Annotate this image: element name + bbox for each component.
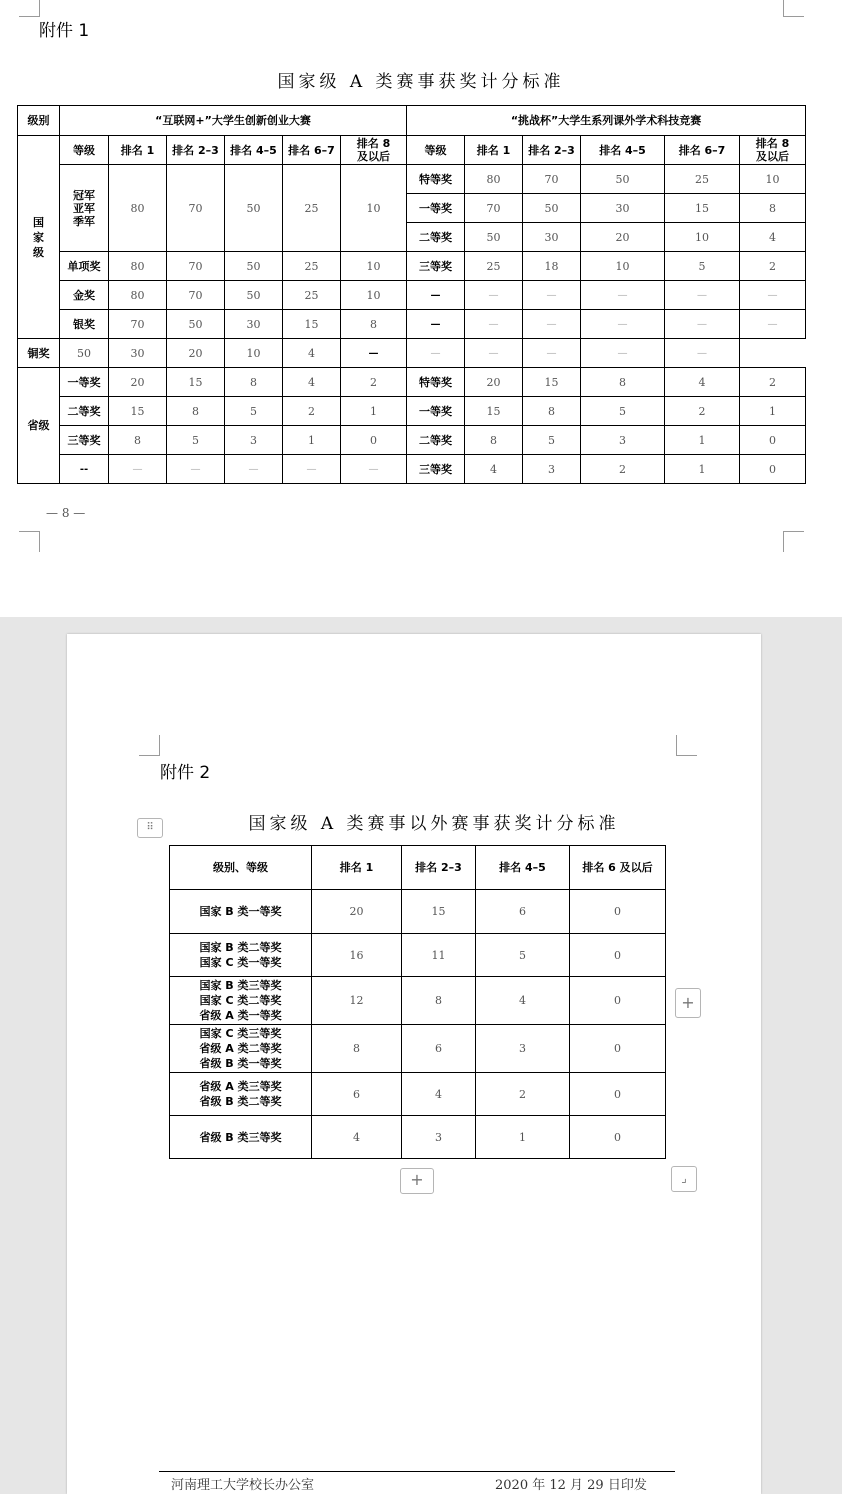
col-header-right-1: 排名 1 [465,136,523,165]
table2-value-2-0: 12 [312,977,402,1025]
left-value-7-3: 1 [283,426,341,455]
table2-value-0-2: 6 [476,890,570,934]
right-value-1-3: 15 [665,194,740,223]
left-value-4-3: 10 [225,339,283,368]
table2-header-1: 排名 1 [312,846,402,890]
table2-row-label-1: 国家 B 类二等奖 国家 C 类一等奖 [170,934,312,977]
right-value-6-2: — [523,339,581,368]
document-page-1 [0,0,842,617]
table2-value-3-0: 8 [312,1025,402,1073]
table2-value-5-1: 3 [402,1116,476,1159]
header-level: 级别 [18,106,60,136]
right-tier-2: 二等奖 [407,223,465,252]
table2-value-3-3: 0 [570,1025,666,1073]
right-tier-7: 特等奖 [407,368,465,397]
left-value-4-0: 50 [60,339,109,368]
left-value-4-4: 4 [283,339,341,368]
right-value-4-4: — [740,281,806,310]
document-page-2 [67,634,761,1494]
left-value-1-3: 25 [283,252,341,281]
col-header-left-1: 排名 1 [109,136,167,165]
header-challenge-cup: “挑战杯”大学生系列课外学术科技竞赛 [407,106,806,136]
left-value-6-3: 2 [283,397,341,426]
table2-header-0: 级别、等级 [170,846,312,890]
right-value-6-3: — [581,339,665,368]
header-internet-plus: “互联网+”大学生创新创业大赛 [60,106,407,136]
left-value-6-4: 1 [341,397,407,426]
right-tier-5: — [407,310,465,339]
right-value-8-3: 2 [665,397,740,426]
right-value-5-0: — [465,310,523,339]
left-value-2-3: 25 [283,281,341,310]
footer-date: 2020 年 12 月 29 日印发 [495,1478,647,1493]
table2-value-2-3: 0 [570,977,666,1025]
left-value-6-1: 8 [167,397,225,426]
left-value-1-0: 80 [109,252,167,281]
right-tier-10: 三等奖 [407,455,465,484]
right-value-3-0: 25 [465,252,523,281]
right-value-9-1: 5 [523,426,581,455]
table2-value-4-3: 0 [570,1073,666,1116]
right-value-6-0: — [407,339,465,368]
right-value-8-2: 5 [581,397,665,426]
crop-mark-top-right-2 [676,735,697,756]
left-tier-1: 单项奖 [60,252,109,281]
left-value-5-4: 2 [341,368,407,397]
left-tier-3: 银奖 [60,310,109,339]
left-value-1-4: 10 [341,252,407,281]
provincial-level-label: 省级 [18,368,60,484]
table2-value-2-1: 8 [402,977,476,1025]
crop-mark-top-left-2 [139,735,160,756]
left-value-0-4: 10 [341,165,407,252]
right-value-9-3: 1 [665,426,740,455]
left-value-8-3: — [283,455,341,484]
crop-mark-bottom-right [783,531,804,552]
right-value-5-4: — [740,310,806,339]
right-value-6-1: — [465,339,523,368]
right-tier-1: 一等奖 [407,194,465,223]
col-header-right-3: 排名 4–5 [581,136,665,165]
left-value-2-1: 70 [167,281,225,310]
left-tier-2: 金奖 [60,281,109,310]
left-value-8-1: — [167,455,225,484]
left-value-6-2: 5 [225,397,283,426]
left-tier-8: -- [60,455,109,484]
col-header-left-3: 排名 4–5 [225,136,283,165]
right-value-2-2: 20 [581,223,665,252]
left-value-5-1: 15 [167,368,225,397]
right-value-8-0: 15 [465,397,523,426]
crop-mark-top-left [19,0,40,17]
right-value-9-2: 3 [581,426,665,455]
col-header-left-0: 等级 [60,136,109,165]
left-value-7-1: 5 [167,426,225,455]
left-value-3-1: 50 [167,310,225,339]
table2-row-label-4: 省级 A 类三等奖 省级 B 类二等奖 [170,1073,312,1116]
table-resize-handle[interactable]: ⌟ [671,1166,697,1192]
col-header-right-5: 排名 8 及以后 [740,136,806,165]
right-value-4-2: — [581,281,665,310]
col-header-right-2: 排名 2–3 [523,136,581,165]
right-value-10-4: 0 [740,455,806,484]
right-value-10-3: 1 [665,455,740,484]
page-title-2: 国家级 A 类赛事以外赛事获奖计分标准 [248,814,620,834]
left-value-6-0: 15 [109,397,167,426]
right-value-3-1: 18 [523,252,581,281]
right-value-2-0: 50 [465,223,523,252]
left-value-0-0: 80 [109,165,167,252]
national-level-label [18,136,60,339]
add-row-button[interactable]: + [400,1168,434,1194]
table2-value-1-0: 16 [312,934,402,977]
left-value-8-4: — [341,455,407,484]
left-tier-7: 三等奖 [60,426,109,455]
right-value-0-2: 50 [581,165,665,194]
crop-mark-bottom-left [19,531,40,552]
left-tier-0: 冠军 亚军 季军 [60,165,109,252]
right-tier-0: 特等奖 [407,165,465,194]
footer-issuer: 河南理工大学校长办公室 [171,1478,315,1493]
right-value-7-2: 8 [581,368,665,397]
left-value-7-2: 3 [225,426,283,455]
table2-value-1-3: 0 [570,934,666,977]
left-value-0-1: 70 [167,165,225,252]
right-value-10-0: 4 [465,455,523,484]
add-column-button[interactable]: + [675,988,701,1018]
table2-value-3-1: 6 [402,1025,476,1073]
right-value-2-1: 30 [523,223,581,252]
table2-value-0-1: 15 [402,890,476,934]
table2-header-3: 排名 4–5 [476,846,570,890]
left-value-2-0: 80 [109,281,167,310]
left-value-8-2: — [225,455,283,484]
table2-value-5-0: 4 [312,1116,402,1159]
right-value-1-2: 30 [581,194,665,223]
left-value-1-2: 50 [225,252,283,281]
left-value-5-0: 20 [109,368,167,397]
national-level-text: 国家级 [33,215,44,259]
right-value-2-3: 10 [665,223,740,252]
right-value-4-3: — [665,281,740,310]
left-value-7-4: 0 [341,426,407,455]
right-value-9-4: 0 [740,426,806,455]
right-value-5-1: — [523,310,581,339]
left-value-2-2: 50 [225,281,283,310]
right-value-7-0: 20 [465,368,523,397]
right-value-1-1: 50 [523,194,581,223]
right-value-1-0: 70 [465,194,523,223]
right-value-8-1: 8 [523,397,581,426]
right-tier-8: 一等奖 [407,397,465,426]
table2-value-4-0: 6 [312,1073,402,1116]
left-value-2-4: 10 [341,281,407,310]
right-tier-6: — [341,339,407,368]
right-value-10-2: 2 [581,455,665,484]
right-value-9-0: 8 [465,426,523,455]
right-value-7-3: 4 [665,368,740,397]
right-value-3-2: 10 [581,252,665,281]
left-tier-4: 铜奖 [18,339,60,368]
table2-value-3-2: 3 [476,1025,570,1073]
crop-mark-top-right [783,0,804,17]
right-value-10-1: 3 [523,455,581,484]
table2-value-0-0: 20 [312,890,402,934]
right-value-7-4: 2 [740,368,806,397]
left-value-5-2: 8 [225,368,283,397]
col-header-left-5: 排名 8 及以后 [341,136,407,165]
left-value-5-3: 4 [283,368,341,397]
right-tier-9: 二等奖 [407,426,465,455]
left-value-1-1: 70 [167,252,225,281]
left-value-3-0: 70 [109,310,167,339]
right-value-6-4: — [665,339,740,368]
right-value-5-2: — [581,310,665,339]
table2-row-label-2: 国家 B 类三等奖 国家 C 类二等奖 省级 A 类一等奖 [170,977,312,1025]
right-value-7-1: 15 [523,368,581,397]
right-value-5-3: — [665,310,740,339]
col-header-right-4: 排名 6–7 [665,136,740,165]
page-number: — 8 — [46,506,86,520]
table2-value-4-2: 2 [476,1073,570,1116]
col-header-left-2: 排名 2–3 [167,136,225,165]
table2-value-1-1: 11 [402,934,476,977]
left-value-4-2: 20 [167,339,225,368]
left-value-3-4: 8 [341,310,407,339]
right-value-3-4: 2 [740,252,806,281]
right-value-4-1: — [523,281,581,310]
table2-header-4: 排名 6 及以后 [570,846,666,890]
right-value-0-0: 80 [465,165,523,194]
right-value-2-4: 4 [740,223,806,252]
col-header-left-4: 排名 6–7 [283,136,341,165]
col-header-right-0: 等级 [407,136,465,165]
right-value-4-0: — [465,281,523,310]
left-tier-5: 一等奖 [60,368,109,397]
table2-value-2-2: 4 [476,977,570,1025]
right-value-3-3: 5 [665,252,740,281]
footer-rule-top [159,1471,675,1472]
right-value-0-3: 25 [665,165,740,194]
left-value-7-0: 8 [109,426,167,455]
table2-value-5-3: 0 [570,1116,666,1159]
left-value-0-2: 50 [225,165,283,252]
table2-row-label-5: 省级 B 类三等奖 [170,1116,312,1159]
table-move-handle[interactable]: ⠿ [137,818,163,838]
table2-value-0-3: 0 [570,890,666,934]
left-value-8-0: — [109,455,167,484]
class-a-score-table [17,105,806,484]
right-tier-4: — [407,281,465,310]
table2-value-1-2: 5 [476,934,570,977]
left-value-3-3: 15 [283,310,341,339]
table2-row-label-3: 国家 C 类三等奖 省级 A 类二等奖 省级 B 类一等奖 [170,1025,312,1073]
table2-header-2: 排名 2–3 [402,846,476,890]
left-value-4-1: 30 [109,339,167,368]
left-value-0-3: 25 [283,165,341,252]
annex-label-2: 附件 2 [160,763,211,783]
annex-label-1: 附件 1 [39,21,90,41]
left-value-3-2: 30 [225,310,283,339]
right-value-8-4: 1 [740,397,806,426]
left-tier-6: 二等奖 [60,397,109,426]
right-value-1-4: 8 [740,194,806,223]
table2-row-label-0: 国家 B 类一等奖 [170,890,312,934]
right-tier-3: 三等奖 [407,252,465,281]
page-title-1: 国家级 A 类赛事获奖计分标准 [277,72,565,92]
right-value-0-1: 70 [523,165,581,194]
table2-value-5-2: 1 [476,1116,570,1159]
right-value-0-4: 10 [740,165,806,194]
table2-value-4-1: 4 [402,1073,476,1116]
non-class-a-score-table [169,845,666,1159]
